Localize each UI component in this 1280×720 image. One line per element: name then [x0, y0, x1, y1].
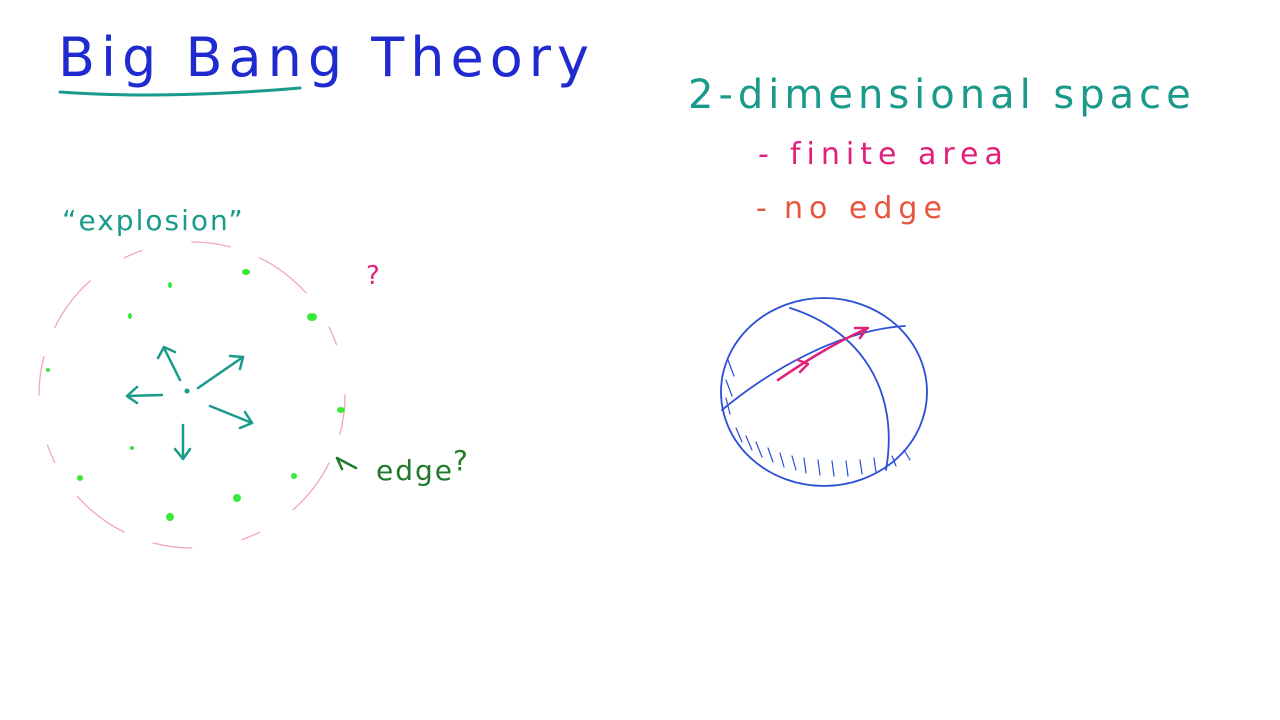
explosion-label: “explosion” [62, 204, 245, 237]
galaxy-dots [46, 269, 345, 521]
bullet-1-text: finite area [790, 137, 1009, 172]
bullet-2-text: no edge [784, 191, 948, 226]
edge-pointer [337, 458, 356, 469]
sphere-drawing [721, 298, 927, 486]
sphere-arc-equator [722, 326, 905, 410]
dot [46, 368, 50, 372]
dot [233, 494, 241, 502]
dot [168, 282, 172, 288]
sphere-arc-meridian [790, 308, 889, 470]
bullet-2-dash: - [756, 191, 773, 226]
dot [130, 446, 134, 450]
dot [242, 269, 250, 275]
title-text: Big Bang Theory [58, 26, 595, 89]
sphere-shading [726, 360, 910, 476]
center-point [185, 389, 190, 394]
space-heading: 2-dimensional space [688, 72, 1196, 118]
edge-label: edge [376, 454, 454, 487]
dot [77, 475, 83, 481]
title-underline [60, 88, 300, 95]
edge-question: ? [453, 444, 470, 477]
arrow-left [127, 395, 162, 396]
dot [337, 407, 345, 413]
arrow-up [164, 348, 180, 380]
explosion-boundary-circle [39, 242, 345, 548]
arrow-up-right [198, 357, 243, 388]
bullet-1-dash: - [758, 137, 775, 172]
dot [166, 513, 174, 521]
explosion-arrows [127, 347, 252, 459]
dot [307, 313, 317, 321]
dot [291, 473, 297, 479]
question-mark: ? [366, 261, 380, 291]
dot [128, 313, 132, 319]
